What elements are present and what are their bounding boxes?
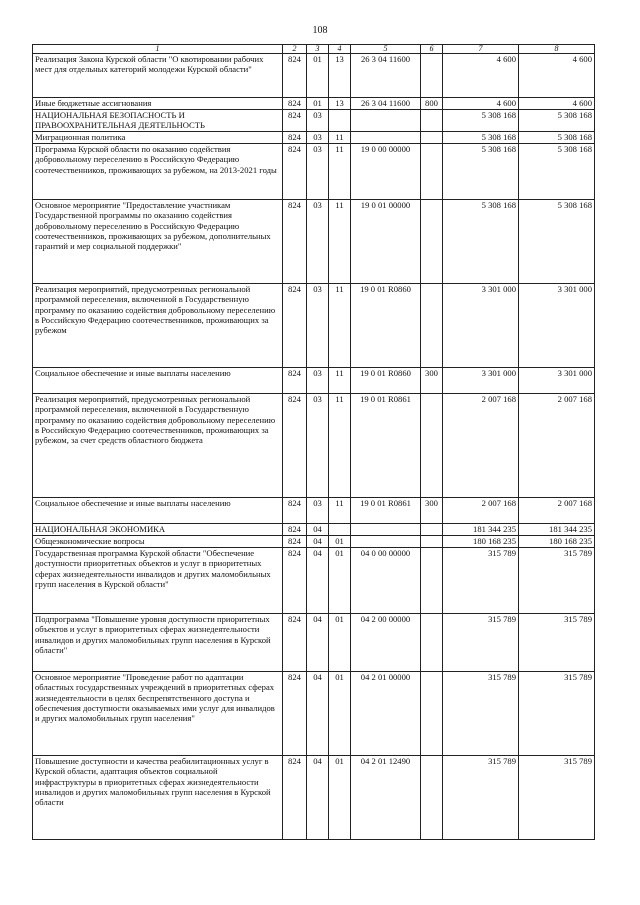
row-amount-2020: 4 600 [443,54,519,98]
row-code-ministry: 824 [283,756,307,840]
row-code-subsection: 01 [329,536,351,548]
row-code-section: 03 [307,200,329,284]
row-code-target: 26 3 04 11600 [351,98,421,110]
row-amount-total: 315 789 [519,614,595,672]
row-code-expense-type [421,132,443,144]
row-code-subsection: 11 [329,368,351,394]
row-amount-total: 2 007 168 [519,394,595,498]
row-name: Социальное обеспечение и иные выплаты населению [33,368,283,394]
row-code-subsection: 13 [329,54,351,98]
row-name: Подпрограмма "Повышение уровня доступности приоритетных объектов и услуг в приоритетных сферах жизнедеятельности инвалидов и других маломобильных групп населения в Курской области" [33,614,283,672]
row-code-expense-type [421,54,443,98]
row-code-ministry: 824 [283,200,307,284]
table-row [33,132,595,144]
row-code-ministry: 824 [283,132,307,144]
row-amount-total: 4 600 [519,98,595,110]
row-amount-total: 315 789 [519,756,595,840]
row-code-section: 03 [307,394,329,498]
row-name: Реализация мероприятий, предусмотренных региональной программой переселения, включенной в Государственную программу по оказанию содействия добровольному переселению в Российскую Федерацию соотечественников, проживающих за рубежом [33,284,283,368]
table-row [33,394,595,498]
row-name: Повышение доступности и качества реабилитационных услуг в Курской области, адаптация объектов социальной инфраструктуры в приоритетных сферах жизнедеятельности инвалидов и других маломобильных групп населения в Курской области [33,756,283,840]
row-code-target: 04 0 00 00000 [351,548,421,614]
row-code-expense-type [421,756,443,840]
column-header: 2 [283,45,307,54]
row-code-subsection: 01 [329,756,351,840]
row-code-section: 03 [307,110,329,132]
row-code-subsection: 11 [329,132,351,144]
row-code-target: 19 0 01 R0861 [351,498,421,524]
row-code-section: 01 [307,98,329,110]
row-code-target: 19 0 01 00000 [351,200,421,284]
row-code-ministry: 824 [283,368,307,394]
row-amount-total: 5 308 168 [519,110,595,132]
row-code-ministry: 824 [283,614,307,672]
table-row [33,614,595,672]
row-code-section: 04 [307,672,329,756]
row-amount-2020: 5 308 168 [443,200,519,284]
row-amount-2020: 5 308 168 [443,144,519,200]
row-code-section: 04 [307,756,329,840]
column-header: 4 [329,45,351,54]
row-code-subsection: 11 [329,284,351,368]
row-code-expense-type [421,394,443,498]
row-code-section: 04 [307,536,329,548]
row-amount-2020: 315 789 [443,756,519,840]
row-amount-total: 3 301 000 [519,284,595,368]
column-header: 1 [33,45,283,54]
row-code-target: 19 0 01 R0860 [351,284,421,368]
row-code-target: 19 0 01 R0860 [351,368,421,394]
row-code-ministry: 824 [283,144,307,200]
row-amount-2020: 4 600 [443,98,519,110]
row-amount-2020: 5 308 168 [443,110,519,132]
row-code-subsection: 11 [329,498,351,524]
row-code-target [351,524,421,536]
row-code-subsection: 13 [329,98,351,110]
row-amount-2020: 2 007 168 [443,394,519,498]
row-amount-2020: 315 789 [443,672,519,756]
row-amount-total: 4 600 [519,54,595,98]
page-number: 108 [312,25,328,36]
row-code-expense-type [421,144,443,200]
row-code-section: 01 [307,54,329,98]
column-number-row [33,45,595,54]
row-name: Общеэкономические вопросы [33,536,283,548]
row-code-subsection: 01 [329,672,351,756]
row-name: Реализация мероприятий, предусмотренных региональной программой переселения, включенной в Государственную программу по оказанию содействия добровольному переселению в Российскую Федерацию соотечественников, проживающих за рубежом, за счет средств областного бюджета [33,394,283,498]
row-amount-total: 180 168 235 [519,536,595,548]
row-name: Основное мероприятие "Проведение работ по адаптации областных государственных учреждений в приоритетных сферах жизнедеятельности в целях беспрепятственного доступа и обеспечения доступности оказываемых ими услуг для инвалидов и других маломобильных групп населения" [33,672,283,756]
row-code-section: 03 [307,368,329,394]
row-code-subsection: 01 [329,548,351,614]
row-amount-2020: 3 301 000 [443,284,519,368]
row-code-expense-type [421,614,443,672]
row-code-expense-type [421,284,443,368]
column-header: 3 [307,45,329,54]
row-code-ministry: 824 [283,498,307,524]
row-code-section: 03 [307,144,329,200]
row-code-target [351,132,421,144]
row-code-target: 26 3 04 11600 [351,54,421,98]
row-code-section: 04 [307,614,329,672]
row-code-target [351,110,421,132]
row-code-ministry: 824 [283,548,307,614]
row-code-target: 19 0 00 00000 [351,144,421,200]
row-code-section: 04 [307,548,329,614]
table-row [33,98,595,110]
row-amount-total: 2 007 168 [519,498,595,524]
row-code-expense-type [421,200,443,284]
row-code-section: 03 [307,498,329,524]
row-code-subsection: 11 [329,200,351,284]
row-amount-total: 315 789 [519,548,595,614]
row-amount-2020: 315 789 [443,614,519,672]
row-code-section: 03 [307,132,329,144]
row-name: Программа Курской области по оказанию содействия добровольному переселению в Российскую Федерацию соотечественников, проживающих за рубежом, на 2013-2021 годы [33,144,283,200]
row-name: Реализация Закона Курской области "О квотировании рабочих мест для отдельных категорий молодежи Курской области" [33,54,283,98]
column-header: 7 [443,45,519,54]
row-code-target [351,536,421,548]
row-amount-total: 5 308 168 [519,132,595,144]
column-header: 6 [421,45,443,54]
row-amount-2020: 315 789 [443,548,519,614]
row-code-expense-type [421,672,443,756]
row-code-target: 04 2 01 12490 [351,756,421,840]
row-code-target: 19 0 01 R0861 [351,394,421,498]
table-row [33,756,595,840]
row-amount-2020: 180 168 235 [443,536,519,548]
row-code-expense-type [421,524,443,536]
row-code-subsection [329,524,351,536]
row-code-ministry: 824 [283,98,307,110]
row-code-expense-type: 300 [421,368,443,394]
row-name: НАЦИОНАЛЬНАЯ ЭКОНОМИКА [33,524,283,536]
row-amount-total: 315 789 [519,672,595,756]
row-amount-total: 3 301 000 [519,368,595,394]
row-code-section: 04 [307,524,329,536]
row-code-ministry: 824 [283,284,307,368]
row-amount-total: 5 308 168 [519,200,595,284]
row-name: Государственная программа Курской области "Обеспечение доступности приоритетных объектов и услуг в приоритетных сферах жизнедеятельности инвалидов и других маломобильных групп населения в Курской области" [33,548,283,614]
row-code-target: 04 2 00 00000 [351,614,421,672]
table-row [33,672,595,756]
row-name: Миграционная политика [33,132,283,144]
row-code-subsection: 01 [329,614,351,672]
table-row [33,368,595,394]
row-code-subsection: 11 [329,144,351,200]
row-code-expense-type [421,110,443,132]
row-amount-2020: 3 301 000 [443,368,519,394]
row-code-subsection [329,110,351,132]
budget-table [32,44,595,840]
row-amount-2020: 2 007 168 [443,498,519,524]
table-row [33,144,595,200]
row-name: Иные бюджетные ассигнования [33,98,283,110]
row-code-ministry: 824 [283,110,307,132]
table-row [33,110,595,132]
table-row [33,524,595,536]
row-code-ministry: 824 [283,672,307,756]
row-amount-total: 181 344 235 [519,524,595,536]
row-code-ministry: 824 [283,524,307,536]
column-header: 8 [519,45,595,54]
row-code-ministry: 824 [283,54,307,98]
row-amount-total: 5 308 168 [519,144,595,200]
row-code-ministry: 824 [283,394,307,498]
table-row [33,548,595,614]
row-code-expense-type: 800 [421,98,443,110]
row-code-subsection: 11 [329,394,351,498]
row-code-expense-type: 300 [421,498,443,524]
row-code-ministry: 824 [283,536,307,548]
row-name: Социальное обеспечение и иные выплаты населению [33,498,283,524]
table-row [33,498,595,524]
row-code-section: 03 [307,284,329,368]
column-header: 5 [351,45,421,54]
row-amount-2020: 181 344 235 [443,524,519,536]
table-row [33,284,595,368]
table-row [33,536,595,548]
row-code-expense-type [421,536,443,548]
table-row [33,54,595,98]
row-code-expense-type [421,548,443,614]
row-code-target: 04 2 01 00000 [351,672,421,756]
row-name: НАЦИОНАЛЬНАЯ БЕЗОПАСНОСТЬ И ПРАВООХРАНИТЕЛЬНАЯ ДЕЯТЕЛЬНОСТЬ [33,110,283,132]
row-amount-2020: 5 308 168 [443,132,519,144]
row-name: Основное мероприятие "Предоставление участникам Государственной программы по оказанию содействия добровольному переселению в Российскую Федерацию соотечественников, проживающих за рубежом, дополнительных гарантий и мер социальной поддержки" [33,200,283,284]
table-row [33,200,595,284]
